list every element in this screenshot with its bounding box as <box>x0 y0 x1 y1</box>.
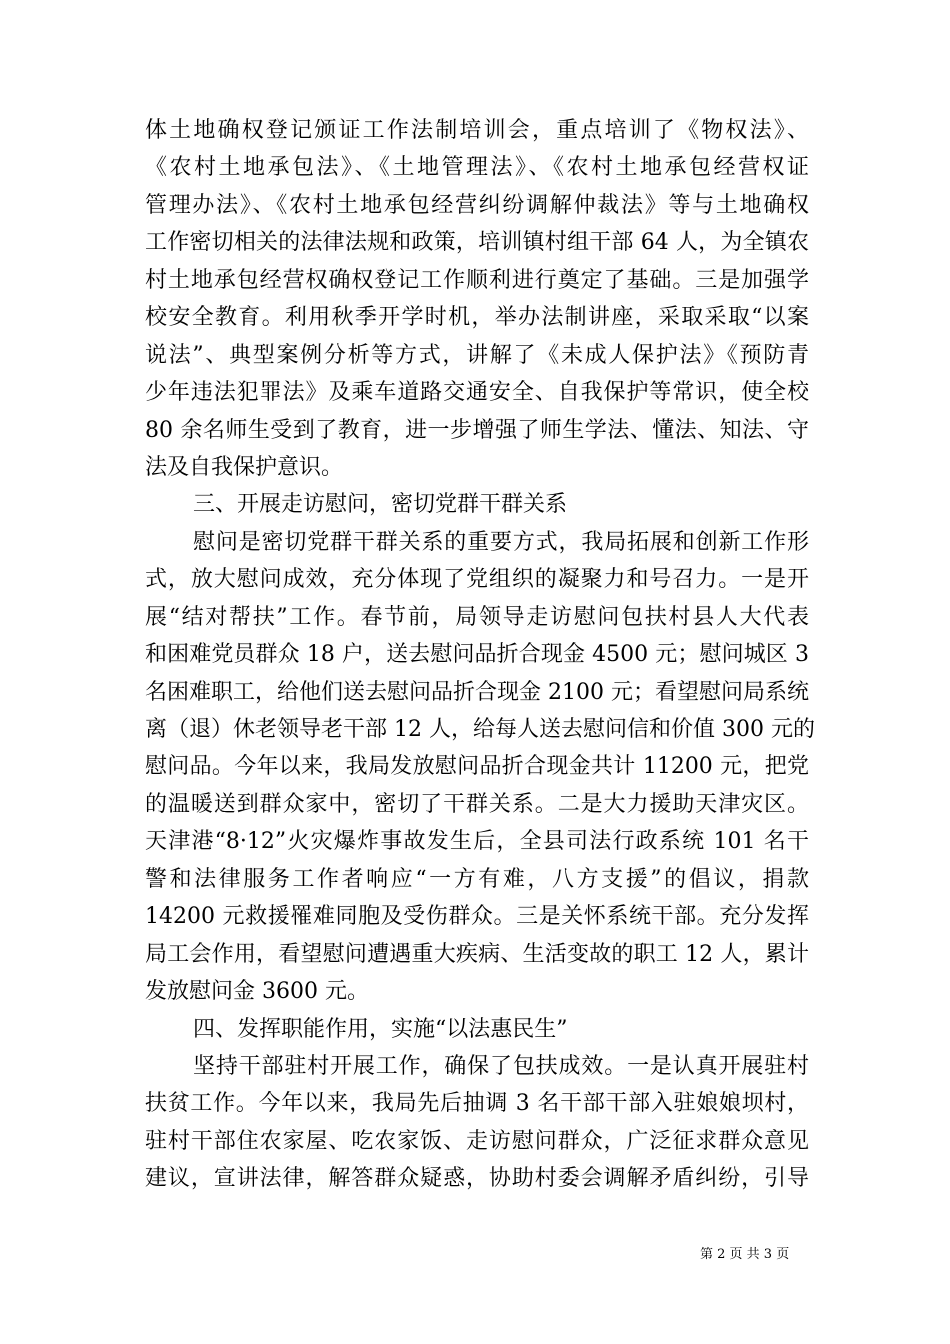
text-line: 坚持干部驻村开展工作，确保了包扶成效。一是认真开展驻村 <box>193 1053 809 1079</box>
text-line: 名困难职工，给他们送去慰问品折合现金 2100 元；看望慰问局系统 <box>145 679 809 705</box>
page-number: 第 2 页 共 3 页 <box>700 1247 790 1262</box>
text-line: 慰问是密切党群干群关系的重要方式，我局拓展和创新工作形 <box>193 529 809 555</box>
body-text <box>145 112 815 1198</box>
text-line: 和困难党员群众 18 户，送去慰问品折合现金 4500 元；慰问城区 3 <box>145 642 809 668</box>
text-line: 警和法律服务工作者响应“一方有难，八方支援”的倡议，捐款 <box>145 866 809 892</box>
text-line: 说法”、典型案例分析等方式，讲解了《未成人保护法》《预防青 <box>145 342 809 368</box>
section-heading: 四、发挥职能作用，实施“以法惠民生” <box>193 1016 568 1042</box>
text-line: 驻村干部住农家屋、吃农家饭、走访慰问群众，广泛征求群众意见 <box>145 1128 809 1154</box>
section-heading: 三、开展走访慰问，密切党群干群关系 <box>193 492 568 518</box>
text-line: 展“结对帮扶”工作。春节前，局领导走访慰问包扶村县人大代表 <box>145 604 809 630</box>
text-line: 少年违法犯罪法》及乘车道路交通安全、自我保护等常识，使全校 <box>145 380 809 406</box>
text-line: 80 余名师生受到了教育，进一步增强了师生学法、懂法、知法、守 <box>145 417 809 443</box>
text-line: 的温暖送到群众家中，密切了干群关系。二是大力援助天津灾区。 <box>145 791 809 817</box>
text-line: 工作密切相关的法律法规和政策，培训镇村组干部 64 人，为全镇农 <box>145 230 809 256</box>
text-line: 村土地承包经营权确权登记工作顺利进行奠定了基础。三是加强学 <box>145 267 809 293</box>
text-line: 天津港“8·12”火灾爆炸事故发生后，全县司法行政系统 101 名干 <box>145 829 809 855</box>
text-line: 管理办法》、《农村土地承包经营纠纷调解仲裁法》等与土地确权 <box>145 192 809 218</box>
text-line: 发放慰问金 3600 元。 <box>145 979 369 1005</box>
text-line: 建议，宣讲法律，解答群众疑惑，协助村委会调解矛盾纠纷，引导 <box>145 1166 809 1192</box>
text-line: 校安全教育。利用秋季开学时机，举办法制讲座，采取采取“以案 <box>145 305 809 331</box>
text-line: 式，放大慰问成效，充分体现了党组织的凝聚力和号召力。一是开 <box>145 567 809 593</box>
text-line: 扶贫工作。今年以来，我局先后抽调 3 名干部干部入驻娘娘坝村， <box>145 1091 809 1117</box>
text-line: 慰问品。今年以来，我局发放慰问品折合现金共计 11200 元，把党 <box>145 754 809 780</box>
text-line: 《农村土地承包法》、《土地管理法》、《农村土地承包经营权证 <box>145 155 809 181</box>
text-line: 离（退）休老领导老干部 12 人，给每人送去慰问信和价值 300 元的 <box>145 717 815 742</box>
text-line: 14200 元救援罹难同胞及受伤群众。三是关怀系统干部。充分发挥 <box>145 904 809 930</box>
text-line: 法及自我保护意识。 <box>145 454 344 480</box>
text-line: 局工会作用，看望慰问遭遇重大疾病、生活变故的职工 12 人，累计 <box>145 941 809 967</box>
text-line: 体土地确权登记颁证工作法制培训会，重点培训了《物权法》、 <box>145 118 809 143</box>
